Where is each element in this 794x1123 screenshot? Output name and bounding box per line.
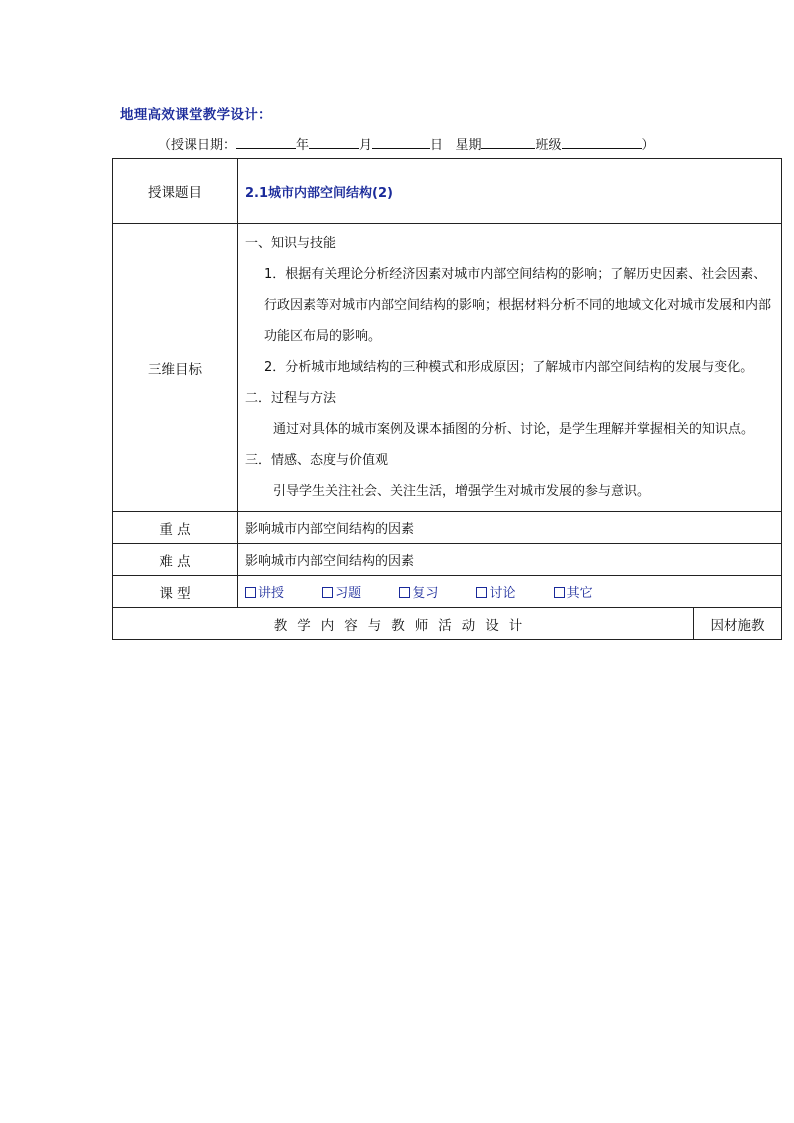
type-options	[238, 576, 782, 608]
date-line	[158, 134, 655, 153]
difficulty-label: 难 点	[113, 544, 238, 576]
key-value: 影响城市内部空间结构的因素	[238, 512, 782, 544]
checkbox-icon[interactable]	[554, 587, 565, 598]
year-blank[interactable]	[236, 136, 296, 149]
weekday-label: 星期	[455, 138, 482, 153]
difficulty-value: 影响城市内部空间结构的因素	[238, 544, 782, 576]
option-other[interactable]	[554, 582, 593, 601]
content-heading-row	[113, 608, 782, 640]
option-review[interactable]	[399, 582, 438, 601]
goal-heading-emotion: 三．情感、态度与价值观	[245, 453, 389, 468]
weekday-blank[interactable]	[481, 136, 535, 149]
goal-item-1: 1．根据有关理论分析经济因素对城市内部空间结构的影响；了解历史因素、社会因素、行政因素等对城市内部空间结构的影响；根据材料分析不同的地域文化对城市发展和内部功能区布局的影响。	[264, 267, 772, 344]
option-review-label: 复习	[412, 586, 439, 601]
topic-row	[113, 159, 782, 224]
year-label: 年	[296, 138, 310, 153]
day-blank[interactable]	[372, 136, 430, 149]
day-label: 日	[430, 138, 444, 153]
option-exercise-label: 习题	[335, 586, 362, 601]
month-blank[interactable]	[309, 136, 359, 149]
class-label: 班级	[535, 138, 562, 153]
key-row	[113, 512, 782, 544]
type-row	[113, 576, 782, 608]
checkbox-icon[interactable]	[245, 587, 256, 598]
checkbox-icon[interactable]	[476, 587, 487, 598]
option-lecture-label: 讲授	[258, 586, 285, 601]
topic-value: 2.1城市内部空间结构(2)	[238, 159, 782, 224]
goal-heading-process: 二．过程与方法	[245, 391, 337, 406]
goals-label: 三维目标	[113, 224, 238, 512]
lesson-plan-table	[112, 158, 782, 640]
goals-row	[113, 224, 782, 512]
option-exercise[interactable]	[322, 582, 361, 601]
key-label: 重 点	[113, 512, 238, 544]
option-discussion[interactable]	[476, 582, 515, 601]
type-label: 课 型	[113, 576, 238, 608]
goal-item-process: 通过对具体的城市案例及课本插图的分析、讨论，是学生理解并掌握相关的知识点。	[273, 422, 755, 437]
checkbox-icon[interactable]	[399, 587, 410, 598]
goal-item-emotion: 引导学生关注社会、关注生活，增强学生对城市发展的参与意识。	[273, 484, 651, 499]
checkbox-icon[interactable]	[322, 587, 333, 598]
option-other-label: 其它	[566, 586, 593, 601]
difficulty-row	[113, 544, 782, 576]
month-label: 月	[359, 138, 373, 153]
goal-heading-knowledge: 一、知识与技能	[245, 236, 337, 251]
topic-label: 授课题目	[113, 159, 238, 224]
goal-item-2: 2．分析城市地域结构的三种模式和形成原因；了解城市内部空间结构的发展与变化。	[264, 360, 754, 375]
option-discussion-label: 讨论	[489, 586, 516, 601]
date-close: ）	[641, 138, 655, 153]
goals-content	[238, 224, 782, 512]
document-title: 地理高效课堂教学设计：	[120, 107, 272, 123]
content-heading: 教学内容与教师活动设计	[113, 608, 694, 640]
class-blank[interactable]	[562, 136, 642, 149]
differentiation-heading: 因材施教	[694, 608, 782, 640]
date-open: （授课日期：	[158, 138, 237, 153]
option-lecture[interactable]	[245, 582, 284, 601]
